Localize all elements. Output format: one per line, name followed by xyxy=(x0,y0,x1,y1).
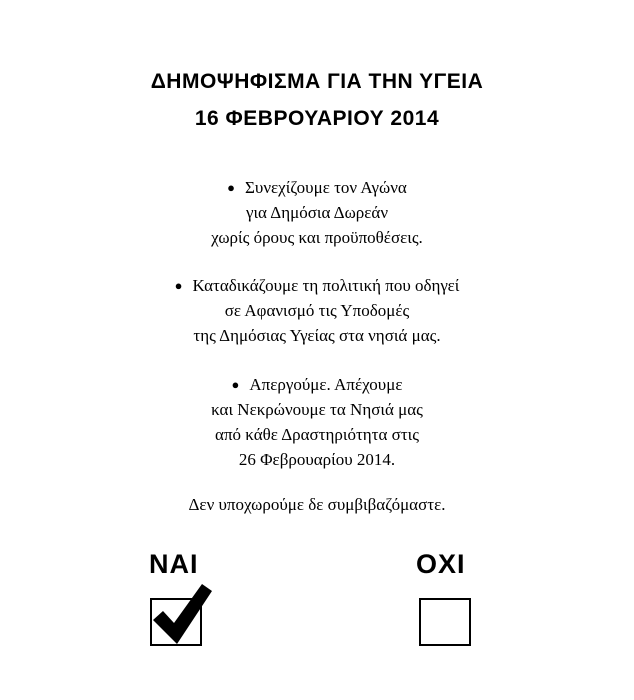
checkmark-icon xyxy=(150,582,220,648)
paragraph-3-line-4: 26 Φεβρουαρίου 2014. xyxy=(238,450,396,469)
title-line-1: ΔΗΜΟΨΗΦΙΣΜΑ ΓΙΑ ΤΗΝ ΥΓΕΙΑ xyxy=(150,70,484,93)
paragraph-1-line-1: ● Συνεχίζουμε τον Αγώνα xyxy=(227,178,407,197)
paragraph-2-line-3: της Δημόσιας Υγείας στα νησιά μας. xyxy=(193,326,441,345)
bullet-paragraph-2 xyxy=(0,273,634,348)
bullet-paragraph-1 xyxy=(0,175,634,250)
bullet-icon: ● xyxy=(174,278,183,293)
no-label: ΟΧΙ xyxy=(416,549,466,579)
paragraph-3-line-2: και Νεκρώνουμε τα Νησιά μας xyxy=(211,400,423,419)
paragraph-2-line-1: ● Καταδικάζουμε τη πολιτική που οδηγεί xyxy=(174,276,460,295)
paragraph-2-line-2: σε Αφανισμό τις Υποδομές xyxy=(224,301,410,320)
paragraph-1-line-3: χωρίς όρους και προϋποθέσεις. xyxy=(211,228,423,247)
paragraph-3-line-3: από κάθε Δραστηριότητα στις xyxy=(215,425,419,444)
bullet-icon: ● xyxy=(231,377,240,392)
no-checkbox[interactable] xyxy=(419,598,471,646)
bullet-paragraph-3 xyxy=(0,372,634,472)
closing-line: Δεν υποχωρούμε δε συμβιβαζόμαστε. xyxy=(188,495,446,514)
bullet-icon: ● xyxy=(227,180,236,195)
title-line-2: 16 ΦΕΒΡΟΥΑΡΙΟΥ 2014 xyxy=(194,107,440,130)
yes-label: ΝΑΙ xyxy=(149,549,199,579)
paragraph-3-line-1: ● Απεργούμε. Απέχουμε xyxy=(231,375,403,394)
paragraph-1-line-2: για Δημόσια Δωρεάν xyxy=(245,203,389,222)
